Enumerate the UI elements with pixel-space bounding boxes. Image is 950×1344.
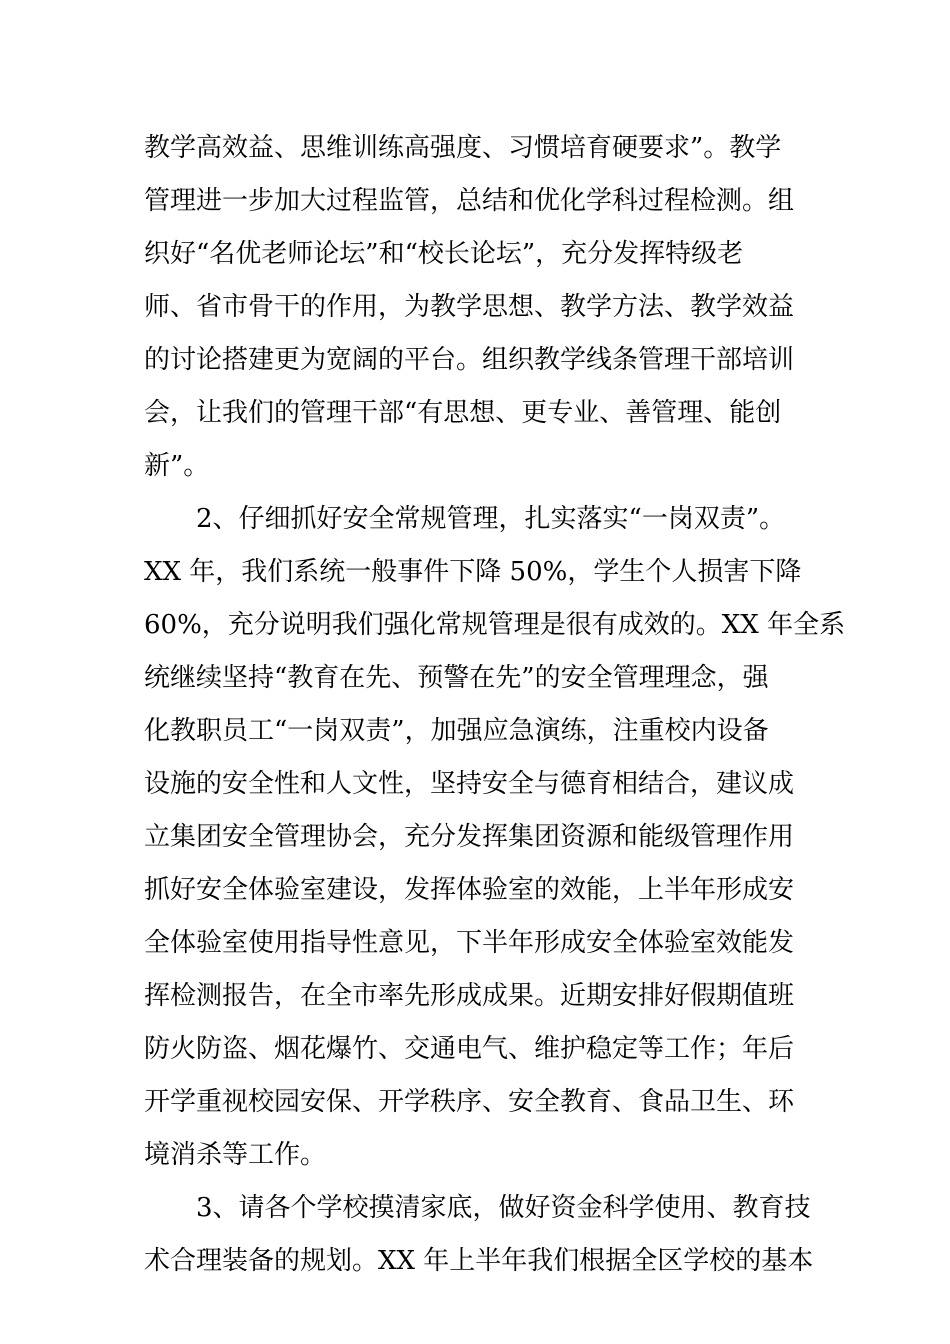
paragraph-safety-management — [144, 493, 846, 1182]
text-line: 挥检测报告，在全市率先形成成果。近期安排好假期值班 — [144, 981, 795, 1011]
paragraph-funding-planning — [144, 1182, 834, 1288]
text-line: 设施的安全性和人文性，坚持安全与德育相结合，建议成 — [144, 769, 795, 799]
text-line: 开学重视校园安保、开学秩序、安全教育、食品卫生、环 — [144, 1087, 795, 1117]
text-line: 新”。 — [144, 451, 210, 481]
text-line: 统继续坚持“教育在先、预警在先”的安全管理理念，强 — [144, 663, 769, 693]
text-line: 60%，充分说明我们强化常规管理是很有成效的。XX 年全系 — [144, 610, 846, 640]
text-line: 会，让我们的管理干部“有思想、更专业、善管理、能创 — [144, 398, 782, 428]
text-line: 织好“名优老师论坛”和“校长论坛”，充分发挥特级老 — [144, 239, 744, 269]
text-line: 3、请各个学校摸清家底，做好资金科学使用、教育技 — [196, 1193, 811, 1223]
document-page — [144, 122, 846, 1288]
text-line: 师、省市骨干的作用，为教学思想、教学方法、教学效益 — [144, 292, 795, 322]
text-line: 防火防盗、烟花爆竹、交通电气、维护稳定等工作；年后 — [144, 1034, 795, 1064]
text-line: 抓好安全体验室建设，发挥体验室的效能，上半年形成安 — [144, 875, 795, 905]
text-line: 2、仔细抓好安全常规管理，扎实落实“一岗双责”。 — [196, 504, 786, 534]
text-line: XX 年，我们系统一般事件下降 50%，学生个人损害下降 — [144, 557, 802, 587]
text-line: 的讨论搭建更为宽阔的平台。组织教学线条管理干部培训 — [144, 345, 795, 375]
text-line: 立集团安全管理协会，充分发挥集团资源和能级管理作用 — [144, 822, 795, 852]
text-line: 术合理装备的规划。XX 年上半年我们根据全区学校的基本 — [144, 1246, 814, 1276]
text-line: 教学高效益、思维训练高强度、习惯培育硬要求”。教学 — [144, 133, 782, 163]
paragraph-teaching-management — [144, 122, 834, 493]
text-line: 管理进一步加大过程监管，总结和优化学科过程检测。组 — [144, 186, 795, 216]
text-line: 全体验室使用指导性意见，下半年形成安全体验室效能发 — [144, 928, 795, 958]
text-line: 化教职员工“一岗双责”，加强应急演练，注重校内设备 — [144, 716, 769, 746]
text-line: 境消杀等工作。 — [144, 1140, 327, 1170]
